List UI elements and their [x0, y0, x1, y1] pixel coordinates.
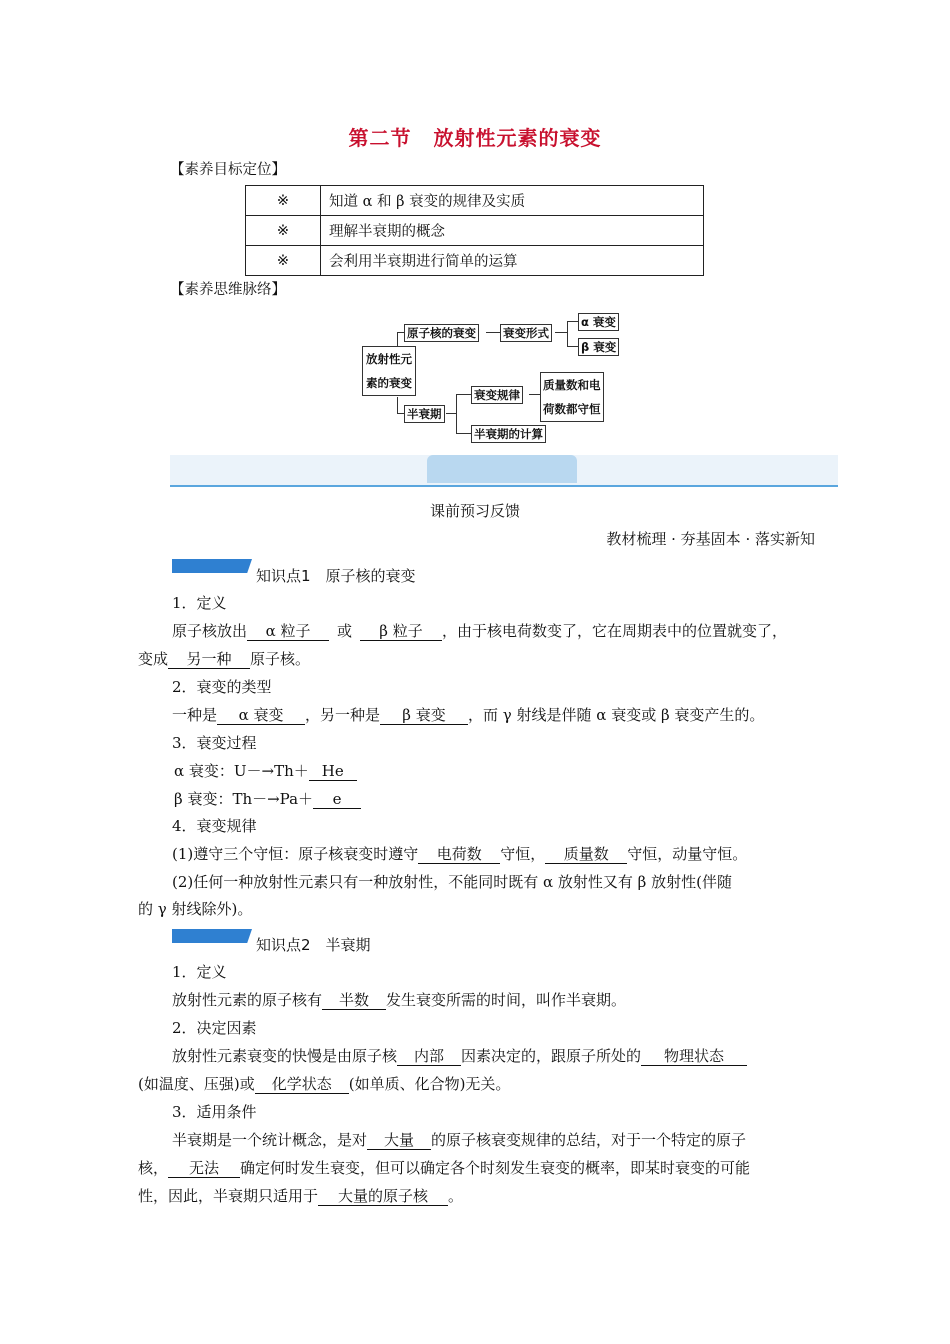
goal-text: 会利用半衰期进行简单的运算: [321, 246, 704, 276]
title-section: 第二节: [348, 126, 412, 150]
kp2-def-line: [172, 989, 626, 1010]
mindmap-connector: [486, 332, 500, 333]
text: 守恒，: [500, 845, 546, 863]
banner-tab: [427, 455, 577, 483]
kp2-fac-head: 2．决定因素: [172, 1019, 257, 1037]
mindmap-connector: [397, 332, 398, 347]
kp1-label: 知识点1 原子核的衰变: [256, 567, 416, 585]
text: 守恒，动量守恒。: [627, 845, 748, 863]
kp1-rule2-line1: (2)任何一种放射性元素只有一种放射性，不能同时既有 α 放射性又有 β 放射性(伴随: [172, 873, 732, 891]
text: 或: [337, 622, 353, 640]
kp2-cond-line1: [172, 1129, 746, 1150]
mindmap-root-line: 放射性元: [366, 352, 412, 366]
section-title: 课前预习反馈: [429, 502, 520, 520]
mindmap-connector: [446, 413, 456, 414]
mindmap-conservation-line: 质量数和电: [543, 378, 601, 392]
goal-text: 理解半衰期的概念: [321, 216, 704, 246]
text: 半衰期是一个统计概念，是对: [172, 1131, 368, 1149]
kp2-fac-line1: [172, 1045, 747, 1066]
kp1-alpha-equation: [174, 760, 357, 781]
mindmap-connector: [397, 332, 404, 333]
goal-mark: ※: [246, 186, 321, 216]
text: 性，因此，半衰期只适用于: [138, 1187, 319, 1205]
kp2-label: 知识点2 半衰期: [256, 936, 371, 954]
answer-blank: 半数: [322, 991, 386, 1010]
answer-blank: 电荷数: [418, 845, 500, 864]
mindmap-decay-rule: 衰变规律: [471, 386, 523, 404]
mindmap-connector: [555, 332, 567, 333]
kp1-def-line2: [138, 648, 310, 669]
text: 因素决定的，跟原子所处的: [461, 1047, 642, 1065]
text: (如单质、化合物)无关。: [348, 1075, 511, 1093]
goal-row: [246, 186, 704, 216]
answer-blank: α 粒子: [247, 622, 329, 641]
text: β 衰变：Th－→Pa＋: [174, 790, 314, 808]
mindmap-connector: [567, 321, 568, 346]
kp1-def-head: 1．定义: [172, 594, 227, 612]
kp1-rule2-line2: 的 γ 射线除外)。: [138, 900, 253, 918]
answer-blank: 物理状态: [641, 1047, 747, 1066]
section-subtitle: 教材梳理 · 夯基固本 · 落实新知: [606, 530, 815, 548]
mindmap-root: [362, 346, 416, 396]
mindmap-connector: [456, 433, 471, 434]
mindmap-alpha-decay: α 衰变: [578, 313, 619, 331]
section-banner: [170, 455, 838, 487]
goal-row: [246, 216, 704, 246]
kp2-cond-line3: [138, 1185, 463, 1206]
answer-blank: β 粒子: [360, 622, 442, 641]
text: ，另一种是: [305, 706, 381, 724]
mindmap-branch-halflife: 半衰期: [404, 405, 445, 423]
mindmap-conservation-line: 荷数都守恒: [543, 402, 601, 416]
text: 。: [448, 1187, 464, 1205]
kp1-rule-head: 4．衰变规律: [172, 817, 257, 835]
kp1-label-bar: [172, 559, 252, 573]
kp1-proc-head: 3．衰变过程: [172, 734, 257, 752]
mindmap-connector: [567, 321, 578, 322]
answer-blank: He: [309, 762, 357, 781]
answer-blank: 内部: [397, 1047, 461, 1066]
answer-blank: 大量: [367, 1131, 431, 1150]
kp1-type-head: 2．衰变的类型: [172, 678, 272, 696]
kp2-def-head: 1．定义: [172, 963, 227, 981]
mindmap-connector: [567, 346, 578, 347]
goals-table: [245, 185, 704, 276]
text: ，而 γ 射线是伴随 α 衰变或 β 衰变产生的。: [468, 706, 765, 724]
kp2-cond-head: 3．适用条件: [172, 1103, 257, 1121]
title-topic: 放射性元素的衰变: [433, 126, 602, 150]
answer-blank: 质量数: [545, 845, 627, 864]
answer-blank: 另一种: [168, 650, 250, 669]
mindmap-connector: [456, 394, 457, 433]
text: ，由于核电荷数变了，它在周期表中的位置就变了，: [442, 622, 788, 640]
goal-text: 知道 α 和 β 衰变的规律及实质: [321, 186, 704, 216]
mindmap-connector: [456, 394, 471, 395]
kp2-label-bar: [172, 929, 252, 943]
mindmap: [355, 310, 635, 445]
mindmap-heading: 【素养思维脉络】: [170, 282, 286, 298]
answer-blank: β 衰变: [380, 706, 468, 725]
text: 的原子核衰变规律的总结，对于一个特定的原子: [431, 1131, 747, 1149]
kp1-def-line1: [172, 620, 787, 641]
goal-mark: ※: [246, 216, 321, 246]
kp1-type-line: [172, 704, 764, 725]
goals-heading: 【素养目标定位】: [170, 162, 286, 178]
text: (如温度、压强)或: [138, 1075, 255, 1093]
mindmap-decay-form: 衰变形式: [500, 324, 552, 342]
goal-mark: ※: [246, 246, 321, 276]
text: α 衰变：U－→Th＋: [174, 762, 309, 780]
text: 原子核。: [250, 650, 311, 668]
answer-blank: 大量的原子核: [318, 1187, 448, 1206]
mindmap-beta-decay: β 衰变: [578, 338, 619, 356]
mindmap-branch-decay: 原子核的衰变: [404, 324, 479, 342]
text: 确定何时发生衰变，但可以确定各个时刻发生衰变的概率，即某时衰变的可能: [240, 1159, 751, 1177]
text: 核，: [138, 1159, 169, 1177]
mindmap-root-line: 素的衰变: [366, 376, 412, 390]
answer-blank: α 衰变: [217, 706, 305, 725]
text: (1)遵守三个守恒：原子核衰变时遵守: [172, 845, 419, 863]
answer-blank: e: [313, 790, 361, 809]
mindmap-connector: [529, 394, 540, 395]
text: 变成: [138, 650, 169, 668]
page-title: [0, 122, 950, 151]
text: 放射性元素的原子核有: [172, 991, 323, 1009]
kp2-fac-line2: [138, 1073, 510, 1094]
mindmap-halflife-calc: 半衰期的计算: [471, 425, 546, 443]
mindmap-connector: [397, 397, 398, 413]
text: 一种是: [172, 706, 218, 724]
text: 放射性元素衰变的快慢是由原子核: [172, 1047, 398, 1065]
goal-row: [246, 246, 704, 276]
answer-blank: 化学状态: [255, 1075, 349, 1094]
kp1-rule1: [172, 843, 747, 864]
mindmap-conservation: [540, 372, 604, 422]
answer-blank: 无法: [168, 1159, 240, 1178]
kp1-beta-equation: [174, 788, 361, 809]
text: 发生衰变所需的时间，叫作半衰期。: [386, 991, 627, 1009]
mindmap-connector: [397, 413, 404, 414]
kp2-cond-line2: [138, 1157, 750, 1178]
text: 原子核放出: [172, 622, 248, 640]
